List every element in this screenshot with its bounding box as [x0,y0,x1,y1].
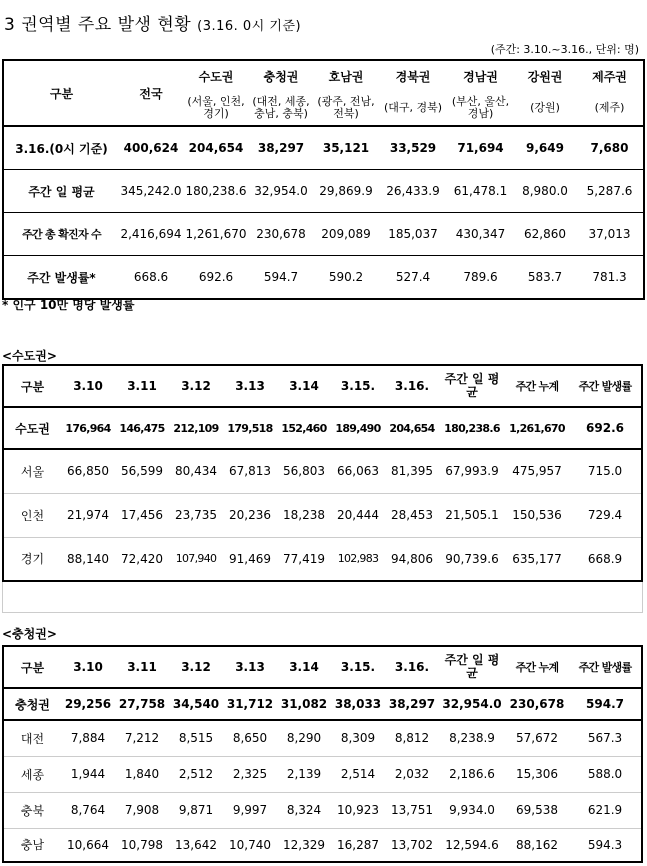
cell: 10,798 [115,828,169,862]
region-sub: (광주, 전남, 전북) [313,91,379,126]
cell: 5,287.6 [576,170,644,213]
table-row [3,537,642,581]
section-label-capital: <수도권> [2,349,57,363]
cell: 38,033 [331,688,385,720]
region-sub: (강원) [514,91,576,126]
region-sub: (부산, 울산, 경남) [447,91,514,126]
col-header: 주간 누계 [505,646,569,688]
cell: 29,869.9 [313,170,379,213]
region-name: 강원권 [527,69,563,84]
col-header: 3.13 [223,646,277,688]
cell: 345,242.0 [119,170,183,213]
cell: 179,518 [223,407,277,449]
col-header: 구분 [3,646,61,688]
cell: 102,983 [331,537,385,581]
cell: 789.6 [447,256,514,300]
cell: 635,177 [505,537,569,581]
title-main: 3 권역별 주요 발생 현황 [4,15,192,35]
cell: 621.9 [569,792,642,828]
cell: 12,329 [277,828,331,862]
region-name: 호남권 [328,69,364,84]
table-row [3,828,642,862]
cell: 90,739.6 [439,537,505,581]
region-sub: (제주) [576,91,644,126]
cell: 69,538 [505,792,569,828]
cell: 81,395 [385,449,439,493]
cell: 668.9 [569,537,642,581]
cell: 20,236 [223,493,277,537]
cell: 107,940 [169,537,223,581]
table-row [3,449,642,493]
row-label: 3.16.(0시 기준) [3,126,119,170]
col-header: 구분 [3,365,61,407]
col-header: 3.10 [61,646,115,688]
cell: 692.6 [569,407,642,449]
summary-header-national: 전국 [119,60,183,126]
cell: 594.3 [569,828,642,862]
region-name: 경남권 [463,69,498,84]
cell: 204,654 [183,126,249,170]
cell: 2,512 [169,756,223,792]
row-label: 충남 [3,828,61,862]
table-row [3,493,642,537]
summary-row [3,213,644,256]
cell: 7,908 [115,792,169,828]
unit-note: (주간: 3.10.~3.16., 단위: 명) [490,43,639,56]
row-label: 인천 [3,493,61,537]
cell: 9,871 [169,792,223,828]
cell: 583.7 [514,256,576,300]
cell: 20,444 [331,493,385,537]
cell: 13,751 [385,792,439,828]
cell: 1,944 [61,756,115,792]
cell: 8,515 [169,720,223,756]
cell: 2,032 [385,756,439,792]
region-name: 제주권 [592,69,627,84]
cell: 15,306 [505,756,569,792]
col-header: 3.10 [61,365,115,407]
cell: 67,813 [223,449,277,493]
cell: 29,256 [61,688,115,720]
cell: 66,850 [61,449,115,493]
cell: 1,261,670 [183,213,249,256]
region-sub: (서울, 인천, 경기) [183,91,249,126]
cell: 88,162 [505,828,569,862]
table-row [3,688,642,720]
region-name: 경북권 [395,69,431,84]
summary-row [3,256,644,300]
blank-row [2,582,643,613]
col-header: 3.12 [169,365,223,407]
cell: 209,089 [313,213,379,256]
cell: 2,139 [277,756,331,792]
cell: 56,599 [115,449,169,493]
cell: 32,954.0 [249,170,313,213]
cell: 26,433.9 [379,170,447,213]
row-label: 대전 [3,720,61,756]
cell: 9,649 [514,126,576,170]
cell: 185,037 [379,213,447,256]
cell: 189,490 [331,407,385,449]
cell: 7,884 [61,720,115,756]
chungcheong-header-row [3,646,642,688]
cell: 37,013 [576,213,644,256]
row-label: 서울 [3,449,61,493]
cell: 204,654 [385,407,439,449]
row-label: 주간 총 확진자 수 [3,213,119,256]
cell: 12,594.6 [439,828,505,862]
cell: 475,957 [505,449,569,493]
col-header: 3.14 [277,365,331,407]
cell: 212,109 [169,407,223,449]
row-label: 주간 발생률* [3,256,119,300]
title-sub: (3.16. 0시 기준) [197,19,302,34]
cell: 8,812 [385,720,439,756]
cell: 80,434 [169,449,223,493]
cell: 8,324 [277,792,331,828]
cell: 594.7 [249,256,313,300]
cell: 1,840 [115,756,169,792]
table-row [3,407,642,449]
cell: 16,287 [331,828,385,862]
cell: 152,460 [277,407,331,449]
region-sub: (대구, 경북) [379,91,447,126]
summary-header-label: 구분 [3,60,119,126]
summary-table [2,59,645,300]
cell: 23,735 [169,493,223,537]
cell: 430,347 [447,213,514,256]
cell: 88,140 [61,537,115,581]
col-header: 3.16. [385,646,439,688]
cell: 594.7 [569,688,642,720]
footnote: * 인구 10만 명당 발생률 [2,298,135,312]
cell: 2,186.6 [439,756,505,792]
cell: 1,261,670 [505,407,569,449]
cell: 21,974 [61,493,115,537]
cell: 230,678 [505,688,569,720]
cell: 729.4 [569,493,642,537]
col-header: 주간 발생률 [569,646,642,688]
col-header: 3.11 [115,646,169,688]
cell: 31,082 [277,688,331,720]
cell: 7,680 [576,126,644,170]
cell: 9,934.0 [439,792,505,828]
row-label: 충청권 [3,688,61,720]
cell: 400,624 [119,126,183,170]
cell: 72,420 [115,537,169,581]
cell: 61,478.1 [447,170,514,213]
col-header: 주간 일 평균 [439,646,505,688]
cell: 38,297 [249,126,313,170]
col-header: 3.16. [385,365,439,407]
cell: 10,664 [61,828,115,862]
cell: 230,678 [249,213,313,256]
cell: 588.0 [569,756,642,792]
cell: 62,860 [514,213,576,256]
cell: 28,453 [385,493,439,537]
cell: 13,642 [169,828,223,862]
cell: 38,297 [385,688,439,720]
row-label: 수도권 [3,407,61,449]
cell: 32,954.0 [439,688,505,720]
cell: 2,416,694 [119,213,183,256]
cell: 9,997 [223,792,277,828]
col-header: 주간 발생률 [569,365,642,407]
cell: 150,536 [505,493,569,537]
cell: 146,475 [115,407,169,449]
cell: 7,212 [115,720,169,756]
region-sub: (대전, 세종, 충남, 충북) [249,91,313,126]
row-label: 주간 일 평균 [3,170,119,213]
cell: 35,121 [313,126,379,170]
page-title [4,10,301,35]
summary-row [3,126,644,170]
cell: 13,702 [385,828,439,862]
row-label: 경기 [3,537,61,581]
cell: 8,309 [331,720,385,756]
summary-row [3,170,644,213]
cell: 2,325 [223,756,277,792]
cell: 527.4 [379,256,447,300]
row-label: 충북 [3,792,61,828]
cell: 567.3 [569,720,642,756]
cell: 33,529 [379,126,447,170]
cell: 17,456 [115,493,169,537]
cell: 180,238.6 [183,170,249,213]
col-header: 3.13 [223,365,277,407]
cell: 71,694 [447,126,514,170]
cell: 27,758 [115,688,169,720]
cell: 8,290 [277,720,331,756]
cell: 91,469 [223,537,277,581]
capital-table [2,364,643,582]
cell: 8,650 [223,720,277,756]
cell: 18,238 [277,493,331,537]
cell: 67,993.9 [439,449,505,493]
col-header: 3.11 [115,365,169,407]
cell: 2,514 [331,756,385,792]
capital-header-row [3,365,642,407]
cell: 8,980.0 [514,170,576,213]
cell: 77,419 [277,537,331,581]
table-row [3,720,642,756]
row-label: 세종 [3,756,61,792]
table-row [3,756,642,792]
col-header: 3.15. [331,365,385,407]
cell: 66,063 [331,449,385,493]
cell: 57,672 [505,720,569,756]
table-row [3,792,642,828]
cell: 668.6 [119,256,183,300]
cell: 590.2 [313,256,379,300]
cell: 692.6 [183,256,249,300]
cell: 781.3 [576,256,644,300]
cell: 94,806 [385,537,439,581]
cell: 8,238.9 [439,720,505,756]
chungcheong-table [2,645,643,863]
cell: 10,740 [223,828,277,862]
section-label-chungcheong: <충청권> [2,627,57,641]
cell: 176,964 [61,407,115,449]
summary-header-row [3,60,644,91]
col-header: 주간 누계 [505,365,569,407]
cell: 56,803 [277,449,331,493]
cell: 34,540 [169,688,223,720]
col-header: 3.15. [331,646,385,688]
col-header: 3.12 [169,646,223,688]
cell: 31,712 [223,688,277,720]
region-name: 수도권 [198,69,234,84]
cell: 180,238.6 [439,407,505,449]
col-header: 3.14 [277,646,331,688]
cell: 10,923 [331,792,385,828]
cell: 21,505.1 [439,493,505,537]
cell: 715.0 [569,449,642,493]
region-name: 충청권 [263,69,299,84]
cell: 8,764 [61,792,115,828]
col-header: 주간 일 평균 [439,365,505,407]
